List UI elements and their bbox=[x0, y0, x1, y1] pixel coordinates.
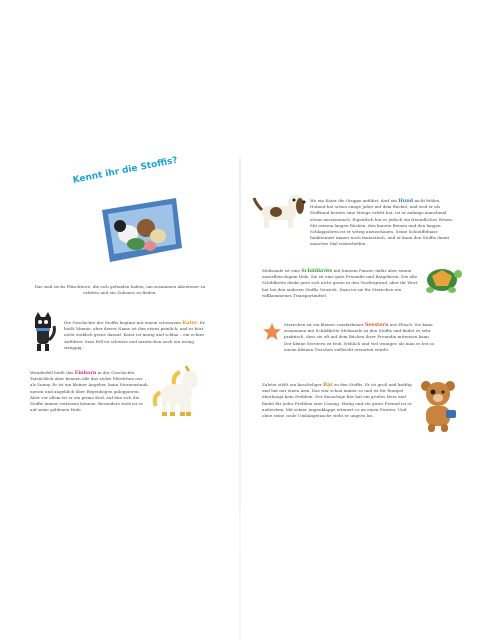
page-title: Kennt ihr die Stoffis? bbox=[72, 155, 179, 186]
einhorn-text-after: in der Geschichte. Tatsächlich aber kennen alle das stolze Pferdchen nur als Sunny. Er ist ein kleiner Angeber, kann Sternenstaub niesen und angeblich über Regenbögen galoppieren. Aber vor allem ist er ein prima Kerl, auf den sich die Stoffis immer verlassen können. Besonders stolz ist er auf seine goldenen Hufe. bbox=[30, 370, 148, 413]
einhorn-text-before: Wunderfell heißt das bbox=[30, 370, 74, 375]
intro-paragraph: Das sind sechs Plüschtiere, die sich gefunden haben, um zusammen Abenteuer zu erleben und ein Zuhause zu finden. bbox=[34, 284, 206, 296]
schildkroete-text-before: Melisande ist eine bbox=[262, 268, 300, 273]
unicorn-illustration bbox=[150, 362, 210, 418]
baer-paragraph bbox=[262, 382, 412, 419]
hund-text-after: nicht fehlen. Holmut hat schon einige Jahre auf dem Buckel, und weil er als Stofftund bereits eine Menge erlebt hat, ist er anfangs manchmal etwas misstrauisch. Eigentlich hat er jedoch ein freundliches Wesen. Mit seinem langen Rücken, den kurzen Beinen und den langen Schlappohren ist er witzig anzuschauen. Seine Schnüffelnase funktioniert immer noch fantastisch, und er kann den Stoffis damit manches Mal weiterhelfen. bbox=[310, 198, 454, 247]
hund-text-before: Wo ein Kater die Gruppe anführt, darf ein bbox=[310, 198, 397, 203]
kater-text-before: Die Geschichte der Stoffis beginnt mit einem schwarzen bbox=[64, 320, 181, 325]
group-photo-illustration bbox=[98, 196, 184, 264]
baer-highlight: Bär bbox=[323, 382, 333, 388]
sternchen-highlight: Seestern bbox=[364, 322, 389, 328]
schildkroete-paragraph bbox=[262, 268, 420, 299]
einhorn-highlight: Einhorn bbox=[74, 370, 97, 376]
kater-paragraph bbox=[64, 320, 212, 351]
schildkroete-text-after: mit buntem Panzer, dafür aber einem unzerfleischigem Hals. Sie ist eine gute Freundin und Ratgeberin. Die alte Schildkröte denkt gern sich nicht gerne in den Vordergrund, aber ihr Wort hat bei den anderen Stoffis Gewicht. Dazu ist sie für Sternchen ein willkommenes Transportmittel. bbox=[262, 268, 418, 298]
schildkroete-highlight: Schildkröte bbox=[301, 268, 333, 274]
einhorn-paragraph bbox=[30, 370, 148, 413]
sternchen-text-after: aus Plüsch. Sie kann zusammen mit Schildkröte Melisande zu den Stoffis und findet es sehr praktisch, dass sie oft auf dem Rücken ihrer Freundin mitreisen kann. Der kleine Seestern ist froh, fröhlich und viel wuniger, als man es bei so einem kleinen Tierchen vielleicht erwarten würde. bbox=[284, 322, 435, 352]
cat-illustration bbox=[30, 312, 56, 352]
kater-text-after: . Er heißt Minnie, aber dieser Name ist ihm etwas peinlich, und er hört nicht wirklich gerne darauf. Kater ist mutig und schlau – ein echter Anführer. Sein Fell ist schwarz und inzwischen auch ein wenig struppig. bbox=[64, 320, 205, 350]
hund-highlight: Hund bbox=[398, 198, 414, 204]
sternchen-paragraph bbox=[284, 322, 436, 353]
baer-text-before: Zuletzt stößt ein kuscheliger bbox=[262, 382, 322, 387]
starfish-illustration bbox=[262, 322, 282, 342]
kater-highlight: Kater bbox=[182, 320, 198, 326]
baer-text-after: zu den Stoffis. Er ist groß und kräftig und hat nur einen Arm. Das war schon immer so und ist für Rumpel überhaupt kein Problem. Der flauschige Bär hat ein großes Herz und findet für jedes Problem eine Lösung. Mutig und ein guter Freund ist er außerdem. Mit seiner Augenklappe erinnert er an einen Piraten. Und ohne seine coole Umhängetasche steht er ungern los. bbox=[262, 382, 412, 419]
bear-illustration bbox=[416, 378, 460, 434]
dog-illustration bbox=[252, 190, 308, 236]
turtle-illustration bbox=[422, 262, 462, 294]
hund-paragraph bbox=[310, 198, 456, 248]
sternchen-text-before: Sternchen ist ein kleiner rosafarbener bbox=[284, 322, 364, 327]
page-gutter bbox=[239, 158, 241, 640]
